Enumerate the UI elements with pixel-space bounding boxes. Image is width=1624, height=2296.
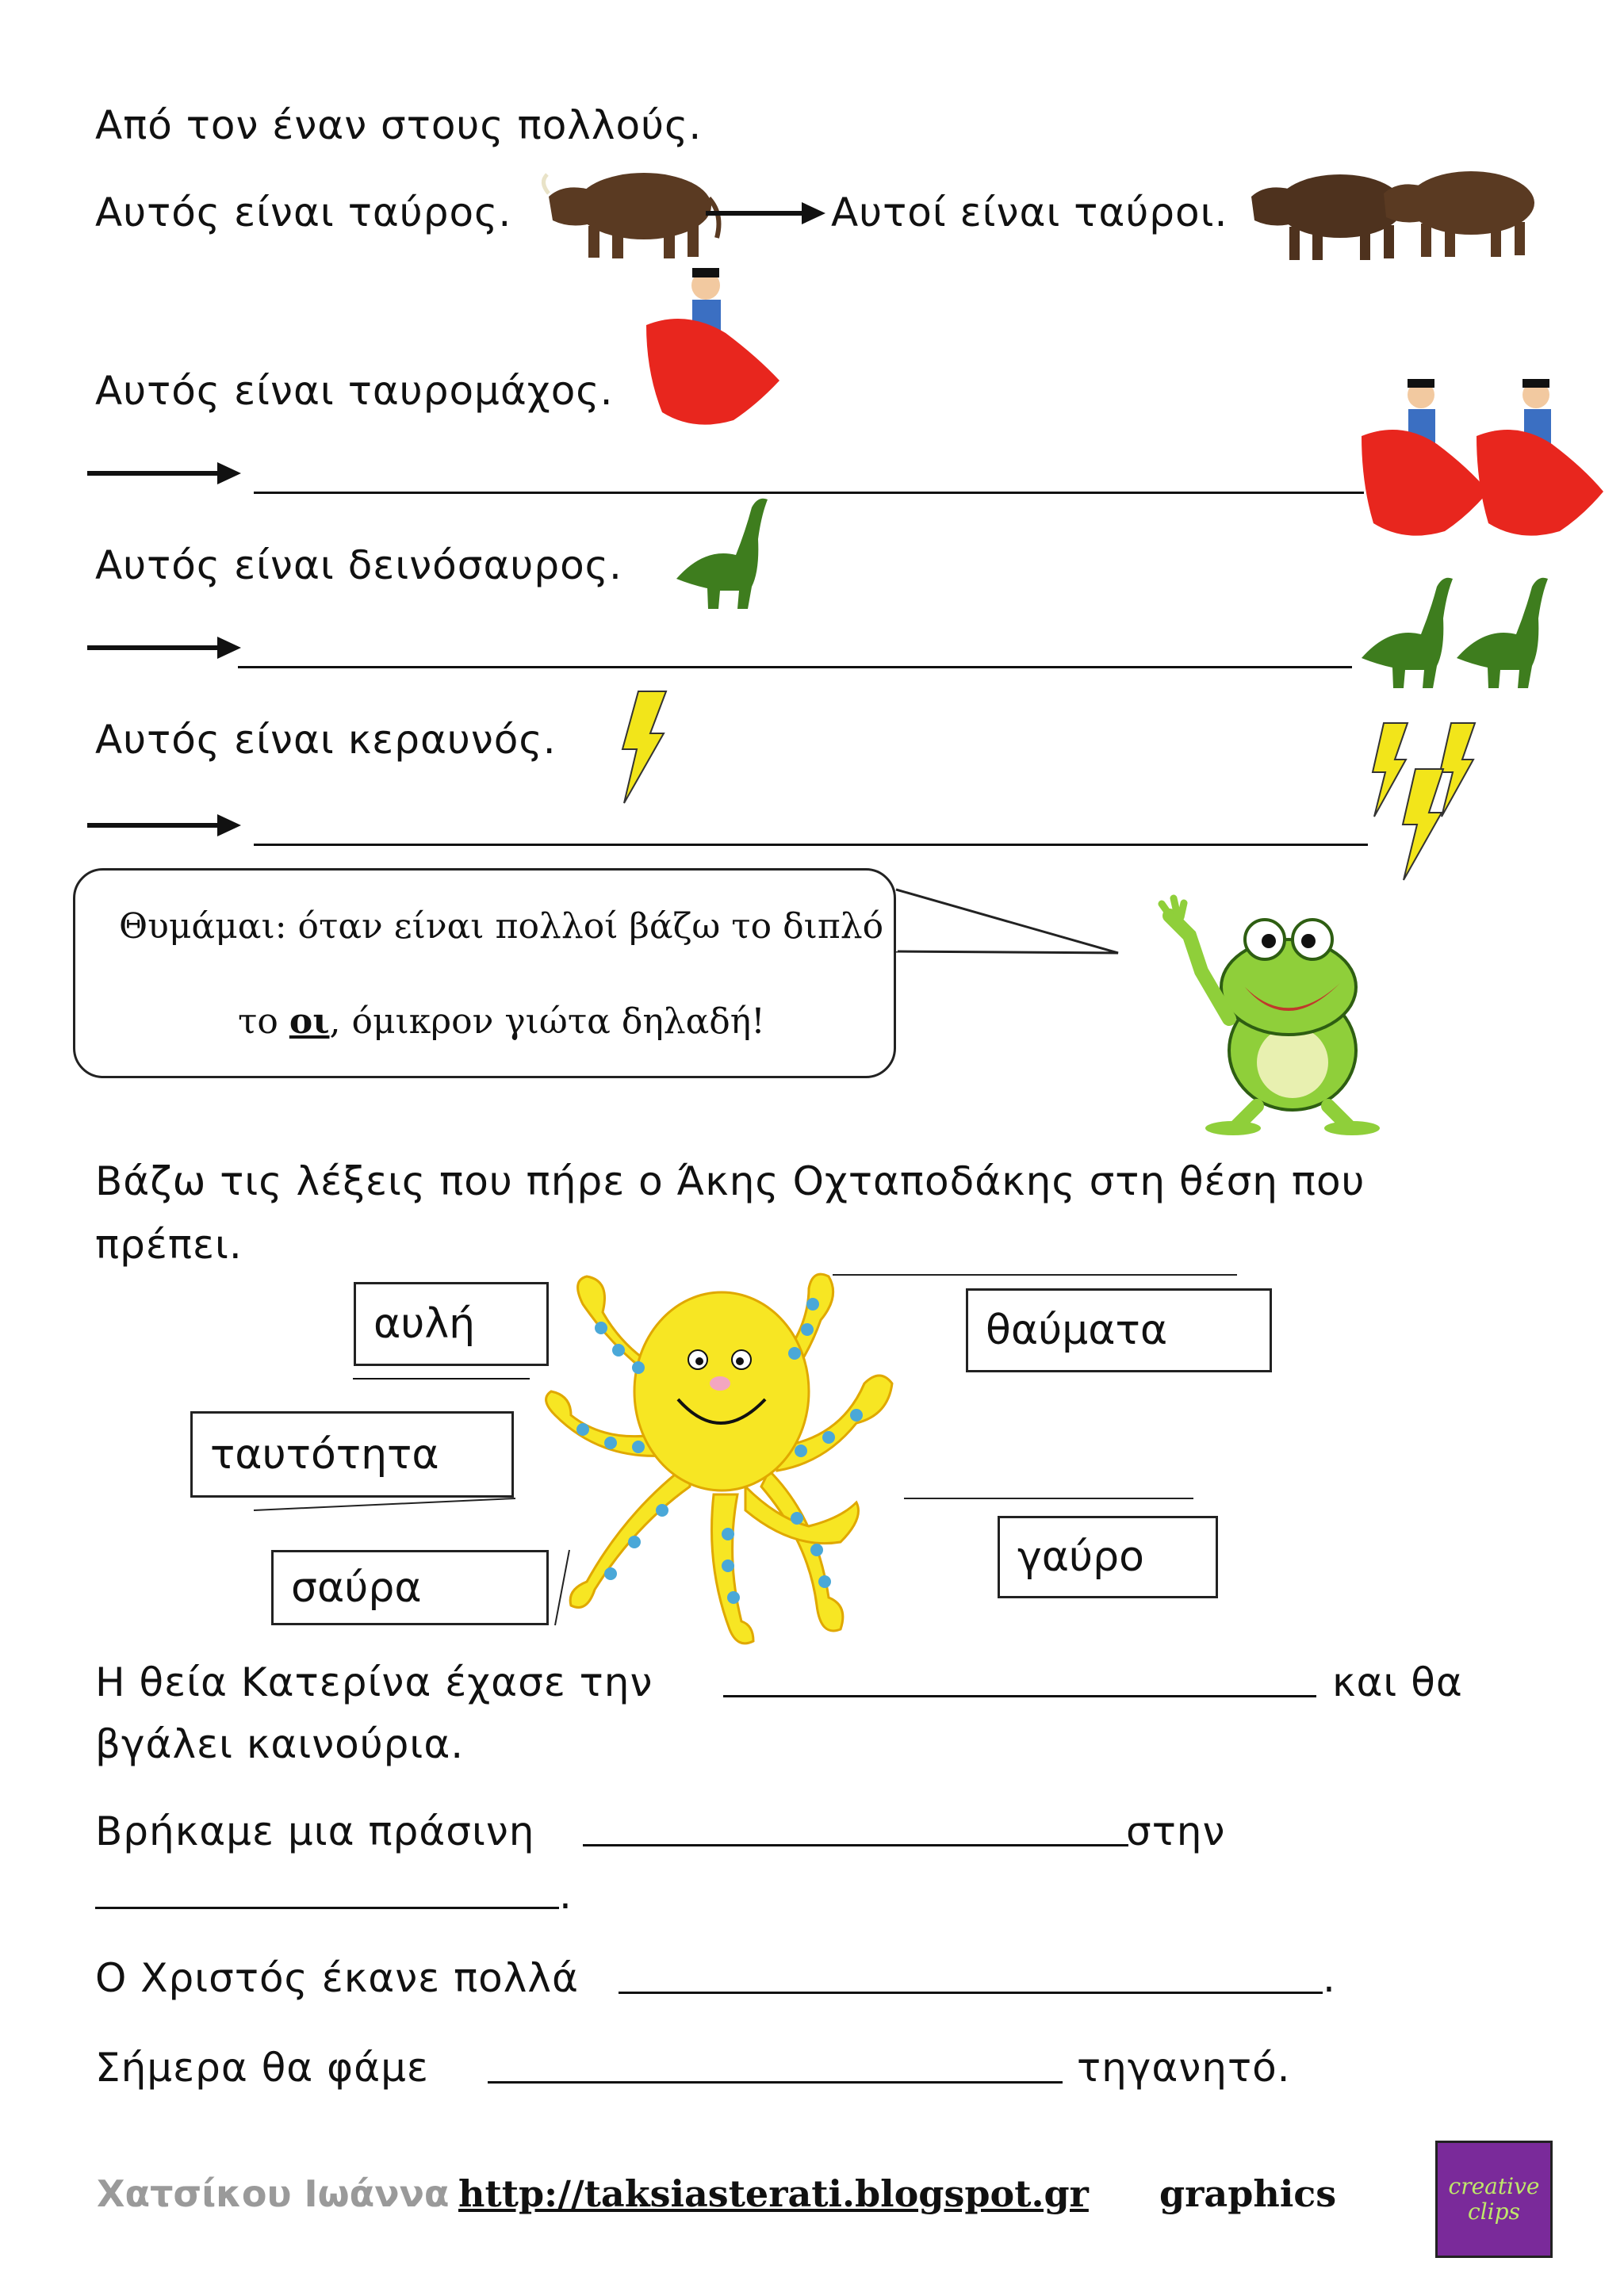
- reminder-highlight: οι: [289, 1001, 330, 1042]
- word-box-3[interactable]: σαύρα: [271, 1550, 549, 1625]
- word-box-5[interactable]: γαύρο: [998, 1516, 1218, 1598]
- reminder-suffix: , όμικρον γιώτα δηλαδή!: [329, 1001, 765, 1042]
- sentence-1-line-2: βγάλει καινούρια.: [95, 1721, 465, 1767]
- sentence-3-blank[interactable]: [619, 1992, 1323, 1994]
- logo-text: creative clips: [1448, 2173, 1540, 2225]
- sentence-1-end: και θα: [1332, 1659, 1463, 1705]
- sentence-2-end: .: [559, 1872, 573, 1918]
- sentence-2-blank-2[interactable]: [95, 1907, 559, 1909]
- sentence-2-start: Βρήκαμε μια πράσινη: [95, 1808, 535, 1854]
- bull-plural-sentence: Αυτοί είναι ταύροι.: [831, 189, 1228, 235]
- word-box-1[interactable]: αυλή: [354, 1282, 549, 1366]
- dinosaur-sentence: Αυτός είναι δεινόσαυρος.: [95, 542, 622, 588]
- sentence-4-blank[interactable]: [488, 2081, 1063, 2084]
- bull-single-sentence: Αυτός είναι ταύρος.: [95, 189, 512, 235]
- reminder-prefix: το: [238, 1001, 278, 1042]
- sentence-1-start: Η θεία Κατερίνα έχασε την: [95, 1659, 653, 1705]
- footer-graphics: graphics: [1159, 2172, 1337, 2215]
- sentence-4-start: Σήμερα θα φάμε: [95, 2045, 429, 2091]
- reminder-line-1: Θυμάμαι: όταν είναι πολλοί βάζω το διπλό: [119, 906, 884, 947]
- bullfighter-sentence: Αυτός είναι ταυρομάχος.: [95, 368, 614, 414]
- word-box-2[interactable]: ταυτότητα: [190, 1411, 514, 1498]
- worksheet-title: Από τον έναν στους πολλούς.: [95, 102, 703, 148]
- sentence-2-mid: στην: [1126, 1808, 1226, 1854]
- lightning-sentence: Αυτός είναι κεραυνός.: [95, 717, 557, 763]
- footer-url[interactable]: http://taksiasterati.blogspot.gr: [458, 2172, 1089, 2215]
- sentence-1-blank[interactable]: [723, 1695, 1316, 1697]
- sentence-3-start: Ο Χριστός έκανε πολλά: [95, 1955, 579, 2001]
- sentence-4-end: τηγανητό.: [1077, 2045, 1291, 2091]
- sentence-2-blank-1[interactable]: [583, 1844, 1128, 1846]
- footer-author: Χατσίκου Ιωάννα: [97, 2172, 450, 2215]
- sentence-3-end: .: [1323, 1955, 1336, 2001]
- instruction-line-2: πρέπει.: [95, 1222, 243, 1268]
- word-box-4[interactable]: θαύματα: [966, 1288, 1272, 1372]
- creative-clips-logo: [1435, 2141, 1553, 2258]
- instruction-line-1: Βάζω τις λέξεις που πήρε ο Άκης Οχταποδάκης στη θέση που: [95, 1158, 1365, 1204]
